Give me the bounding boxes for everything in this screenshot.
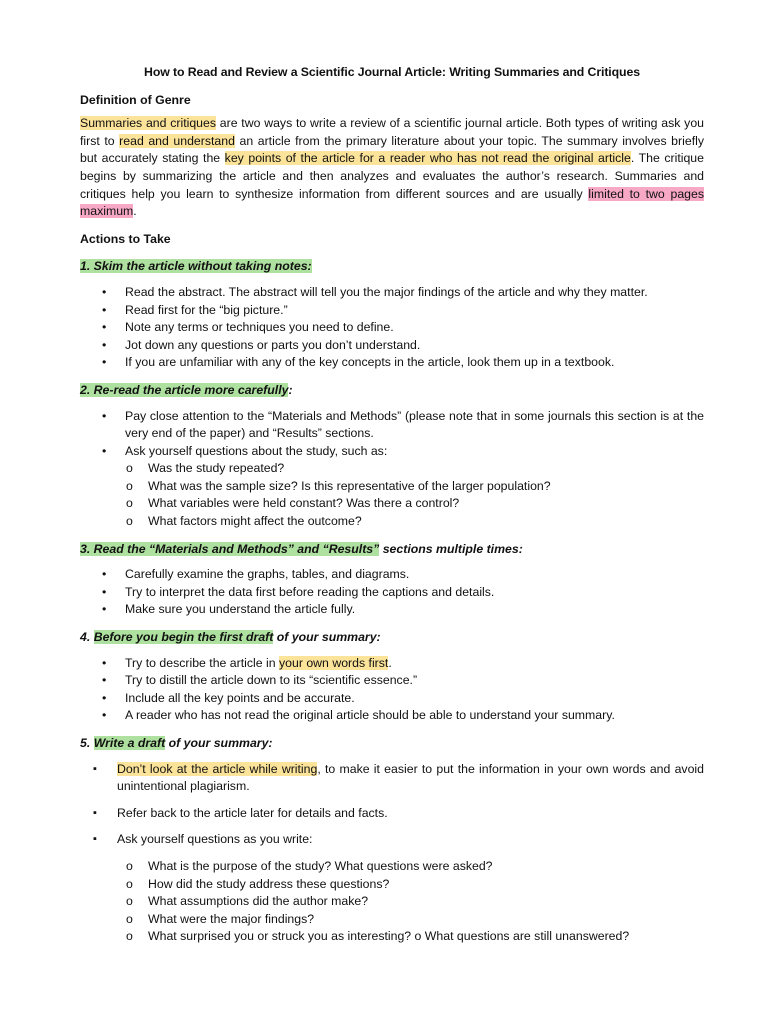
list-item: • Make sure you understand the article fully.	[80, 601, 704, 619]
sub-list-item: o What surprised you or struck you as interesting? o What questions are still unanswered?	[80, 928, 704, 946]
actions-heading: Actions to Take	[80, 231, 171, 246]
step5-list	[80, 761, 704, 946]
list-item: • Pay close attention to the “Materials and Methods” (please note that in some journals this section is at the very end of the paper) and “Results” sections.	[80, 408, 704, 443]
sub-list-item: o What assumptions did the author make?	[80, 893, 704, 911]
step2-heading: 2. Re-read the article more carefully:	[80, 382, 293, 397]
step4-heading: 4. Before you begin the first draft of your summary:	[80, 630, 381, 645]
sub-list-item: o What is the purpose of the study? What questions were asked?	[80, 858, 704, 876]
highlight-page-limit: limited to two pages maximum	[80, 186, 705, 219]
list-item: ▪ Don’t look at the article while writing, to make it easier to put the information in your own words and avoid unintentional plagiarism.	[80, 761, 704, 796]
list-item: • Note any terms or techniques you need to define.	[80, 319, 704, 337]
document-page	[80, 64, 704, 955]
definition-heading: Definition of Genre	[80, 92, 191, 107]
step4-list	[80, 655, 704, 725]
list-item: • Ask yourself questions about the study, such as: o Was the study repeated? o What was the sample size? Is this representative of the larger population? o What variables were held constant? Was there a control? o What factors might affect the outcome?	[80, 443, 704, 531]
list-item: • Read the abstract. The abstract will tell you the major findings of the article and why they matter.	[80, 284, 704, 302]
step3-list	[80, 566, 704, 619]
sub-list-item: o What variables were held constant? Was there a control?	[80, 495, 704, 513]
list-item: • Carefully examine the graphs, tables, and diagrams.	[80, 566, 704, 584]
list-item: ▪ Refer back to the article later for details and facts.	[80, 805, 704, 823]
list-item: • Jot down any questions or parts you don’t understand.	[80, 337, 704, 355]
sub-list-item: o What factors might affect the outcome?	[80, 513, 704, 531]
intro-paragraph: Summaries and critiques are two ways to write a review of a scientific journal article. Both types of writing ask you first to read and understand an article from the primary literature about your topic. The summary involves briefly but accurately stating the key points of the article for a reader who has not read the original article. The critique begins by summarizing the article and then analyzes and evaluates the author’s research. Summaries and critiques help you learn to synthesize information from different sources and are usually limited to two pages maximum.	[80, 116, 705, 219]
step2-sublist	[80, 460, 704, 530]
sub-list-item: o How did the study address these questions?	[80, 876, 704, 894]
list-item: • Include all the key points and be accurate.	[80, 690, 704, 708]
sub-list-item: o What was the sample size? Is this representative of the larger population?	[80, 478, 704, 496]
document-title: How to Read and Review a Scientific Journal Article: Writing Summaries and Critiques	[144, 65, 640, 79]
highlight-own-words: your own words first	[279, 655, 389, 670]
highlight-summaries: Summaries and critiques	[80, 116, 217, 131]
list-item: • Try to distill the article down to its “scientific essence.”	[80, 672, 704, 690]
list-item: ▪ Ask yourself questions as you write: o What is the purpose of the study? What questions were asked? o How did the study address these questions? o What assumptions did the author make? o What were the major findings? o What surprised you or struck you as interesting? o What questions are still unanswered?	[80, 831, 704, 946]
list-item: • Try to interpret the data first before reading the captions and details.	[80, 584, 704, 602]
step5-sublist	[80, 858, 704, 946]
highlight-dont-look: Don’t look at the article while writing	[117, 761, 318, 776]
sub-list-item: o Was the study repeated?	[80, 460, 704, 478]
step5-heading: 5. Write a draft of your summary:	[80, 736, 273, 750]
sub-list-item: o What were the major findings?	[80, 911, 704, 929]
list-item: • If you are unfamiliar with any of the key concepts in the article, look them up in a textbook.	[80, 354, 704, 372]
step3-heading: 3. Read the “Materials and Methods” and “Results” sections multiple times:	[80, 541, 523, 556]
highlight-key-points: key points of the article for a reader who has not read the original article	[224, 151, 631, 166]
list-item: • A reader who has not read the original article should be able to understand your summary.	[80, 707, 704, 725]
list-item: • Try to describe the article in your own words first.	[80, 655, 704, 673]
step2-list	[80, 408, 704, 531]
highlight-read-understand: read and understand	[119, 133, 235, 148]
list-item: • Read first for the “big picture.”	[80, 302, 704, 320]
step1-list	[80, 284, 704, 372]
step1-heading: 1. Skim the article without taking notes:	[80, 259, 312, 274]
